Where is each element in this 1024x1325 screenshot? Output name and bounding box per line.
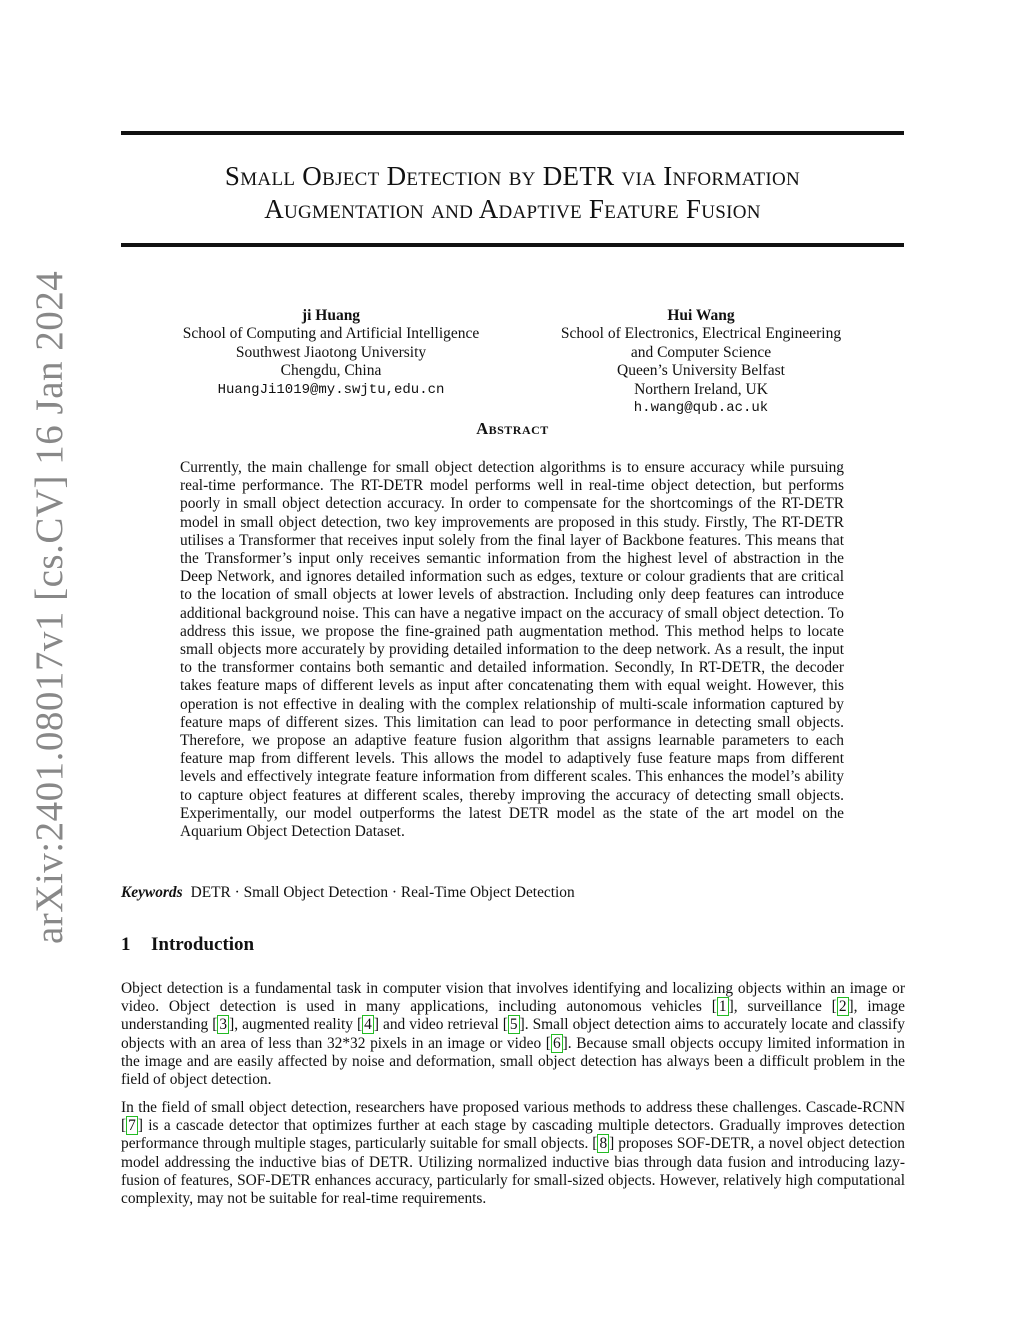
citation-link[interactable]: 1 bbox=[718, 998, 727, 1016]
citation-link[interactable]: 6 bbox=[552, 1034, 561, 1052]
keywords-line bbox=[121, 884, 575, 902]
paper-title bbox=[121, 160, 904, 226]
author-email[interactable]: HuangJi1019@my.swjtu,edu.cn bbox=[217, 381, 445, 398]
citation-link[interactable]: 5 bbox=[509, 1016, 518, 1034]
arxiv-identifier: arXiv:2401.08017v1 [cs.CV] 16 Jan 2024 bbox=[28, 270, 71, 944]
text-span: and video retrieval bbox=[378, 1016, 503, 1034]
title-rule-bottom bbox=[121, 243, 904, 247]
text-span: . Because small objects occupy limited information in the image and are easily affected by noise and deformation, small object detection has always been a difficult problem in the field of object detection. bbox=[121, 1034, 905, 1089]
author-affiliation-line: School of Computing and Artificial Intelligence bbox=[182, 325, 480, 343]
author-affiliation-line: Southwest Jiaotong University bbox=[235, 343, 427, 361]
section-number: 1 bbox=[121, 934, 131, 955]
text-span: , surveillance bbox=[733, 998, 832, 1016]
abstract-text: Currently, the main challenge for small object detection algorithms is to ensure accuracy while pursuing real-time performance. The RT-DETR model performs well in real-time object detection, but performs poorly in small object detection accuracy. In order to compensate for the shortcomings of the RT-DETR model in small object detection, two key improvements are proposed in this study. Firstly, The RT-DETR utilises a Transformer that receives input solely from the final layer of Backbone features. This means that the Transformer’s input only receives semantic information from the highest level of abstraction in the Deep Network, and ignores detailed information such as edges, texture or colour gradients that are critical to the location of small objects at lower levels of abstraction. Including only deep features can introduce additional background noise. This can have a negative impact on the accuracy of small object detection. To address this issue, we propose the fine-grained path augmentation method. This method helps to locate small objects more accurately by providing detailed information to the deep network. As a result, the input to the transformer contains both semantic and detailed information. Secondly, In RT-DETR, the decoder takes feature maps of different levels as input after concatenating them with equal weight. However, this operation is not effective in dealing with the complex relationship of multi-scale information captured by feature maps of different sizes. This limitation can lead to poor performance in detecting small objects. Therefore, we propose an adaptive feature fusion algorithm that assigns learnable parameters to each feature map from different levels. This allows the model to adaptively fuse feature maps from different levels and effectively integrate feature information from different scales. This enhances the model’s ability to capture object features at different scales, thereby improving the accuracy of detecting small objects. Experimentally, our model outperforms the latest DETR model as the state of the art model on the Aquarium Object Detection Dataset. bbox=[180, 459, 844, 841]
author-block-2 bbox=[545, 307, 857, 417]
author-affiliation-line: Northern Ireland, UK bbox=[634, 380, 768, 398]
author-affiliation-line: School of Electronics, Electrical Engineering bbox=[560, 325, 842, 343]
author-name: Hui Wang bbox=[667, 307, 735, 324]
paper-title-line-1: Small Object Detection by DETR via Information bbox=[224, 161, 801, 191]
title-rule-top bbox=[121, 131, 904, 135]
text-span: proposes SOF-DETR, a novel object detection model addressing the inductive bias of DETR. Utilizing normalized inductive bias through data fusion and introducing lazy-fusion of features, SOF-DETR enhances accuracy, particularly for small-sized objects. However, relatively high computational complexity, may not be suitable for real-time requirements. bbox=[121, 1135, 905, 1208]
author-affiliation-line: Chengdu, China bbox=[280, 362, 382, 380]
abstract-heading: Abstract bbox=[476, 419, 549, 438]
paper-title-line-2: Augmentation and Adaptive Feature Fusion bbox=[264, 194, 761, 224]
author-affiliation-line: Queen’s University Belfast bbox=[617, 362, 785, 380]
author-affiliation-line: and Computer Science bbox=[630, 343, 772, 361]
section-title: Introduction bbox=[151, 934, 255, 955]
text-span: is a cascade detector that optimizes further at each stage by cascading multiple detectors. Gradually improves detection performance through multiple stages, particularly suitable for small objects. bbox=[121, 1117, 905, 1153]
author-email[interactable]: h.wang@qub.ac.uk bbox=[633, 400, 769, 417]
text-span: , image understanding bbox=[121, 998, 905, 1034]
section-heading-introduction bbox=[121, 934, 254, 956]
text-span: . Small object detection aims to accurately locate and classify objects with an area of less than 32*32 pixels in an image or video bbox=[121, 1016, 905, 1052]
citation-link[interactable]: 4 bbox=[364, 1016, 372, 1034]
intro-paragraph-2: In the field of small object detection, researchers have proposed various methods to address these challenges. Cascade-RCNN [ 7 ] is a cascade detector that optimizes further at each stage by cascading multiple detectors. Gradually improves detection performance through multiple stages, particularly suitable for small objects. [ 8 ] proposes SOF-DETR, a novel object detection model addressing the inductive bias of DETR. Utilizing normalized inductive bias through data fusion and introducing lazy-fusion of features, SOF-DETR enhances accuracy, particularly for small-sized objects. However, relatively high computational complexity, may not be suitable for real-time requirements. bbox=[121, 1099, 905, 1208]
author-block-1 bbox=[170, 307, 492, 399]
text-span: Object detection is a fundamental task in computer vision that involves identifying and localizing objects within an image or video. Object detection is used in many applications, including autonomous vehicles bbox=[121, 980, 905, 1016]
keywords-label: Keywords bbox=[121, 884, 183, 901]
text-span: In the field of small object detection, researchers have proposed various methods to address these challenges. Cascade-RCNN bbox=[121, 1099, 905, 1116]
author-name: ji Huang bbox=[301, 307, 361, 324]
keywords-text: DETR · Small Object Detection · Real-Time Object Detection bbox=[190, 884, 575, 901]
citation-link[interactable]: 3 bbox=[219, 1016, 228, 1034]
intro-paragraph-1: Object detection is a fundamental task in computer vision that involves identifying and localizing objects within an image or video. Object detection is used in many applications, including autonomous vehicles [ 1 ], surveillance [ 2 ], image understanding [ 3 ], augmented reality [ 4 ] and video retrieval [ 5 ]. Small object detection aims to accurately locate and classify objects with an area of less than 32*32 pixels in an image or video [ 6 ]. Because small objects occupy limited information in the image and are easily affected by noise and deformation, small object detection has always been a difficult problem in the field of object detection. bbox=[121, 980, 905, 1089]
citation-link[interactable]: 7 bbox=[128, 1117, 136, 1135]
citation-link[interactable]: 8 bbox=[599, 1135, 608, 1153]
text-span: , augmented reality bbox=[234, 1016, 357, 1034]
citation-link[interactable]: 2 bbox=[838, 998, 847, 1016]
